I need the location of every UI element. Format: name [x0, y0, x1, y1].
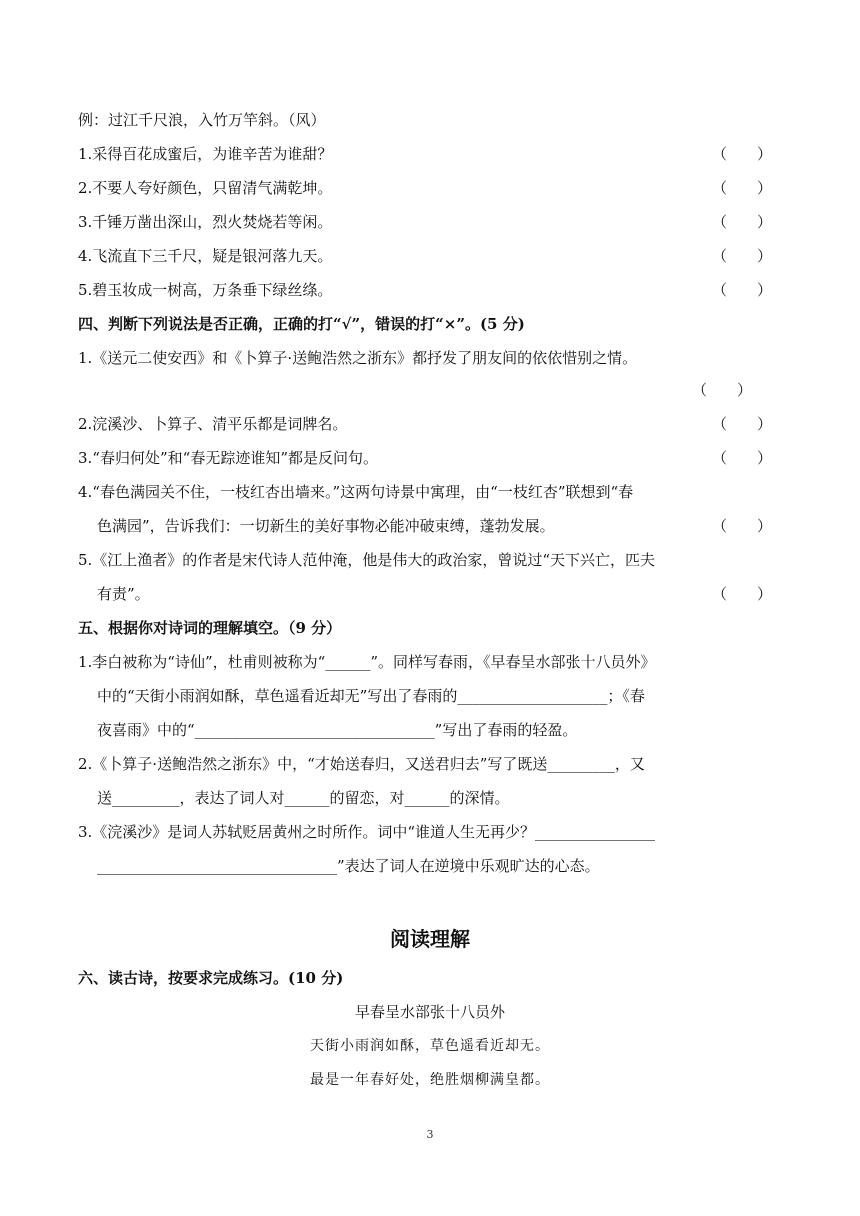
- riddle-3: 3.千锤万凿出深山，烈火焚烧若等闲。: [78, 213, 333, 231]
- riddle-2: 2.不要人夸好颜色，只留清气满乾坤。: [78, 179, 333, 197]
- section-4-heading: 四、判断下列说法是否正确，正确的打“√”，错误的打“×”。(5 分): [78, 315, 525, 333]
- answer-paren[interactable]: （ ）: [712, 179, 773, 197]
- poem-line-1: 天街小雨润如酥，草色遥看近却无。: [310, 1038, 550, 1054]
- riddle-4: 4.飞流直下三千尺，疑是银河落九天。: [78, 247, 333, 265]
- s4-question-4-line-1: 4.“春色满园关不住，一枝红杏出墙来。”这两句诗景中寓理，由“一枝红杏”联想到“春: [78, 483, 634, 501]
- riddle-5: 5.碧玉妆成一树高，万条垂下绿丝绦。: [78, 281, 333, 299]
- answer-paren[interactable]: （ ）: [712, 415, 773, 433]
- s5-line-2: 中的“天街小雨润如酥，草色遥看近却无”写出了春雨的____________________；《春: [97, 687, 645, 705]
- page-number: 3: [426, 1128, 434, 1141]
- s5-line-3: 夜喜雨》中的“________________________________”写出了春雨的轻盈。: [97, 721, 578, 739]
- s4-question-5-line-2: 有责”。: [97, 585, 150, 603]
- section-5-heading: 五、根据你对诗词的理解填空。（9 分）: [78, 619, 342, 637]
- s4-question-5-line-1: 5.《江上渔者》的作者是宋代诗人范仲淹，他是伟大的政治家，曾说过“天下兴亡，匹夫: [78, 551, 655, 569]
- answer-paren[interactable]: （ ）: [712, 585, 773, 603]
- answer-paren[interactable]: （ ）: [712, 213, 773, 231]
- answer-paren[interactable]: （ ）: [712, 145, 773, 163]
- example-line: 例：过江千尺浪，入竹万竿斜。（风）: [78, 111, 326, 129]
- answer-paren[interactable]: （ ）: [692, 381, 753, 399]
- s5-line-4: 2.《卜算子·送鲍浩然之浙东》中，“才始送春归，又送君归去”写了既送_________，又: [78, 755, 645, 773]
- poem-title: 早春呈水部张十八员外: [354, 1003, 505, 1021]
- s5-line-6: 3.《浣溪沙》是词人苏轼贬居黄州之时所作。词中“谁道人生无再少？________________: [78, 823, 655, 841]
- s5-line-5: 送_________，表达了词人对______的留恋，对______的深情。: [97, 789, 510, 807]
- answer-paren[interactable]: （ ）: [712, 281, 773, 299]
- s4-question-4-line-2: 色满园”，告诉我们：一切新生的美好事物必能冲破束缚，蓬勃发展。: [97, 517, 555, 535]
- reading-title: 阅读理解: [390, 927, 470, 951]
- section-6-heading: 六、读古诗，按要求完成练习。(10 分): [78, 969, 344, 987]
- s4-question-1: 1.《送元二使安西》和《卜算子·送鲍浩然之浙东》都抒发了朋友间的依依惜别之情。: [78, 349, 638, 367]
- riddle-1: 1.采得百花成蜜后，为谁辛苦为谁甜？: [78, 145, 333, 163]
- s5-line-7: ________________________________”表达了词人在逆境中乐观旷达的心态。: [97, 857, 600, 875]
- s4-question-3: 3.“春归何处”和“春无踪迹谁知”都是反问句。: [78, 449, 378, 467]
- s5-line-1: 1.李白被称为“诗仙”，杜甫则被称为“______”。同样写春雨，《早春呈水部张十八员外》: [78, 653, 656, 671]
- answer-paren[interactable]: （ ）: [712, 247, 773, 265]
- poem-line-2: 最是一年春好处，绝胜烟柳满皇都。: [310, 1072, 550, 1088]
- s4-question-2: 2.浣溪沙、卜算子、清平乐都是词牌名。: [78, 415, 348, 433]
- answer-paren[interactable]: （ ）: [712, 517, 773, 535]
- answer-paren[interactable]: （ ）: [712, 449, 773, 467]
